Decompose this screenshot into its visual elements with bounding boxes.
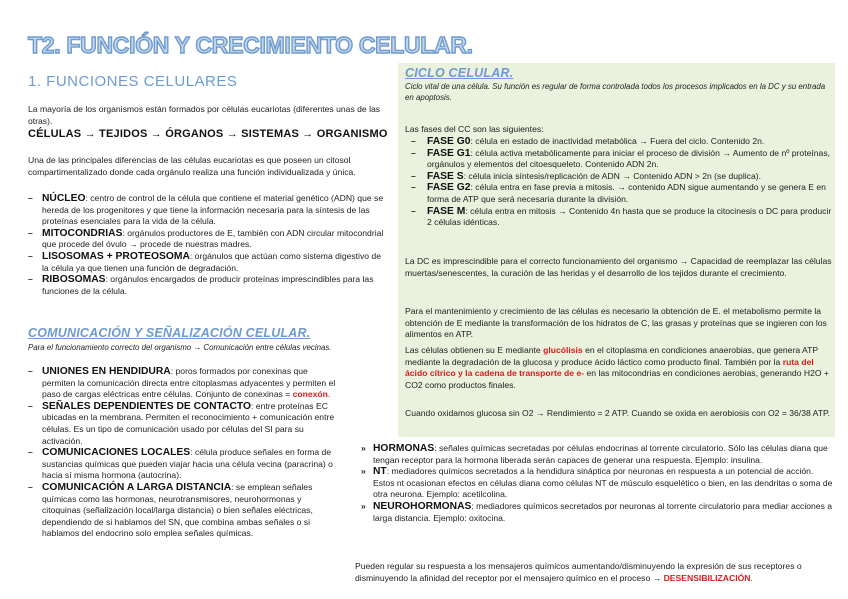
- comunicacion-heading: COMUNICACIÓN Y SEÑALIZACIÓN CELULAR.: [28, 326, 311, 340]
- list-item: – FASE G2: célula entra en fase previa a mitosis. → contenido ADN sigue aumentando y se genera E en forma de ATP que será necesaria durante la división.: [405, 182, 833, 205]
- mensajeros-list: [361, 443, 833, 524]
- energy-paragraph: Para el mantenimiento y crecimiento de las células es necesario la obtención de E. el metabolismo permite la obtención de E mediante la transformación de los hidratos de C, las grasas y proteínas que se ingieren con los alimentos en ATP.: [405, 306, 827, 340]
- desensibilizacion-highlight: DESENSIBILIZACIÓN: [663, 572, 751, 583]
- eucariota-paragraph: Una de las principales diferencias de las células eucariotas es que poseen un citosol compartimentalizado donde cada orgánulo realiza una función individualizada y única.: [28, 155, 356, 177]
- list-item: » NT: mediadores químicos secretados a la hendidura sináptica por neuronas en respuesta a un potencial de acción. Estos nt ocasionan efectos en células diana como células NT de músculo esquelético o bien, en las dendritas o soma de otra neurona. Ejemplo: acetilcolina.: [361, 466, 833, 501]
- intro-paragraph: La mayoría de los organismos están formados por células eucariotas (diferentes unas de las otras).: [28, 104, 381, 126]
- section-heading-funciones: 1. FUNCIONES CELULARES: [28, 73, 238, 90]
- list-item: » NEUROHORMONAS: mediadores químicos secretados por neuronas al torrente circulatorio para mediar acciones a larga distancia. Ejemplo: oxitocina.: [361, 501, 833, 524]
- list-item: – COMUNICACIÓN A LARGA DISTANCIA: se emplean señales químicas como las hormonas, neurotransmisores, neurohormonas y citoquinas (señalización local/larga distancia) o bien señales eléctricas, dependiendo de si hablamos del SN, que combina ambas señales o si hablamos del endocrino solo emplea señales químicas.: [28, 482, 338, 540]
- list-item: – RIBOSOMAS: orgánulos encargados de producir proteínas imprescindibles para las funciones de la célula.: [28, 274, 390, 297]
- list-item: » HORMONAS: señales químicas secretadas por células endocrinas al torrente circulatorio. Sólo las células diana que tengan receptor para la hormona liberada serán capaces de generar una respuesta. Ejemplo: insulina.: [361, 443, 833, 466]
- fases-list: [405, 136, 833, 229]
- comunicacion-list: [28, 366, 338, 540]
- page-title: T2. FUNCIÓN Y CRECIMIENTO CELULAR.: [28, 32, 473, 58]
- comunicacion-subtitle: Para el funcionamiento correcto del organismo → Comunicación entre células vecinas.: [28, 343, 332, 352]
- organelle-list: [28, 193, 390, 297]
- list-item: – MITOCONDRIAS: orgánulos productores de E, también con ADN circular mitocondrial que procede del óvulo → procede de nuestras madres.: [28, 228, 390, 251]
- ciclo-subtitle: Ciclo vital de una célula. Su función es regular de forma controlada todos los procesos implicados en la DC y su entrada en apoptosis.: [405, 82, 826, 102]
- hierarchy-chain: CÉLULAS → TEJIDOS → ÓRGANOS → SISTEMAS → ORGANISMO: [28, 128, 388, 140]
- atp-paragraph: Cuando oxidamos glucosa sin O2 → Rendimiento = 2 ATP. Cuando se oxida en aerobiosis con O2 = 36/38 ATP.: [405, 408, 831, 418]
- list-item: – LISOSOMAS + PROTEOSOMA: orgánulos que actúan como sistema digestivo de la célula ya que tienen una función de degradación.: [28, 251, 390, 274]
- list-item: – FASE G0: célula en estado de inactividad metabólica → Fuera del ciclo. Contenido 2n.: [405, 136, 833, 148]
- list-item: – UNIONES EN HENDIDURA: poros formados por conexinas que permiten la comunicación directa entre citoplasmas adyacentes y permiten el paso de cargas eléctricas entre células. Conjunto de conexinas = conexón.: [28, 366, 338, 401]
- metabolism-paragraph: Las células obtienen su E mediante glucólisis en el citoplasma en condiciones anaerobias, que genera ATP mediante la degradación de la glucosa y produce ácido láctico como producto final. También por la ruta del ácido cítrico y la cadena de transporte de e- en las mitocondrias en condiciones aerobias, generando H2O + CO2 como productos finales.: [405, 345, 829, 390]
- desensibilizacion-paragraph: Pueden regular su respuesta a los mensajeros químicos aumentando/disminuyendo la expresión de sus receptores o disminuyendo la afinidad del receptor por el mensajero químico en el proceso → DESENSIBILIZACIÓN.: [355, 561, 802, 583]
- list-item: – FASE G1: célula activa metabólicamente para iniciar el proceso de división → Aumento de nº proteínas, orgánulos y elementos del citoesqueleto. Contenido ADN 2n.: [405, 148, 833, 171]
- list-item: – FASE S: célula inicia síntesis/replicación de ADN → Contenido ADN > 2n (se duplica).: [405, 171, 833, 183]
- glucolisis-highlight: glucólisis: [543, 345, 583, 355]
- list-item: – COMUNICACIONES LOCALES: célula produce señales en forma de sustancias químicas que pueden viajar hacia una célula vecina (paracrina) o hacia sí misma hormona (autocrina).: [28, 447, 338, 482]
- krebs-highlight: ruta del ácido cítrico y la cadena de transporte de e-: [405, 356, 814, 379]
- list-item: – FASE M: célula entra en mitosis → Contenido 4n hasta que se produce la citocinesis o DC para producir 2 células idénticas.: [405, 206, 833, 229]
- conexon-highlight: conexón: [292, 389, 328, 400]
- list-item: – NÚCLEO: centro de control de la célula que contiene el material genético (ADN) que se hereda de los progenitores y que tiene la información necesaria para la síntesis de las proteínas esenciales para la vida de la célula.: [28, 193, 390, 228]
- ciclo-heading: CICLO CELULAR.: [405, 66, 514, 80]
- dc-paragraph: La DC es imprescindible para el correcto funcionamiento del organismo → Capacidad de reemplazar las células muertas/senescentes, la curación de las heridas y el desarrollo de los tejidos durante el crecimiento.: [405, 256, 832, 278]
- fases-intro: Las fases del CC son las siguientes:: [405, 124, 544, 134]
- list-item: – SEÑALES DEPENDIENTES DE CONTACTO: entre proteínas EC ubicadas en la membrana. Permiten el reconocimiento + comunicación entre células. Es un tipo de comunicación usado por células del SI para su activación.: [28, 401, 338, 447]
